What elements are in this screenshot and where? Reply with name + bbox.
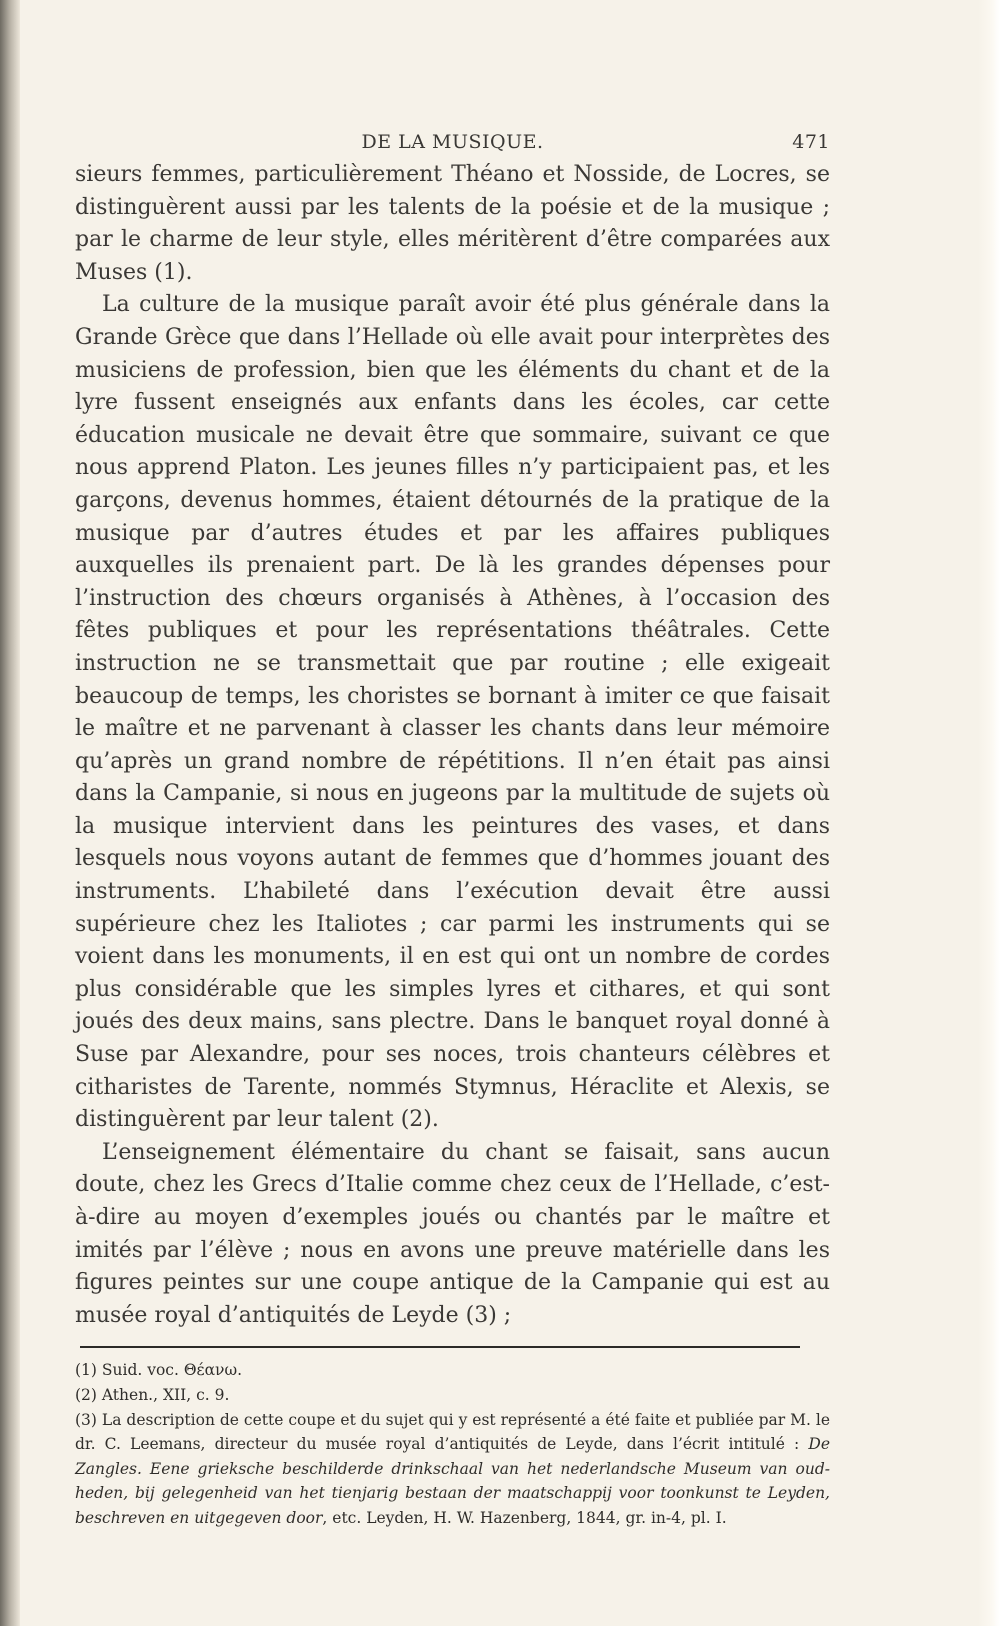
page-edge	[978, 0, 1000, 1626]
running-title: DE LA MUSIQUE.	[361, 131, 544, 153]
footnote-2: (2) Athen., XII, c. 9.	[75, 1385, 230, 1404]
binding-edge	[0, 0, 20, 1626]
footnote-3-title: De Zangles. Eene grieksche beschilderde drinkschaal van het nederlandsche Museum van oudheden, bij gelegenheid van het tienjarig bestaan der maatschappij voor toonkunst te Leyden, beschreven en uitgegeven door	[75, 1435, 830, 1527]
body-text	[75, 159, 830, 1332]
footnote-3-intro: (3) La description de cette coupe et du sujet qui y est représenté a été faite et publiée par M. le dr. C. Leemans, directeur du musée royal d’antiquités de Leyde, dans l’écrit intitulé :	[75, 1410, 830, 1454]
footnotes	[75, 1358, 830, 1530]
footnote-3-end: , etc. Leyden, H. W. Hazenberg, 1844, gr. in-4, pl. I.	[322, 1508, 727, 1527]
footnote-3	[75, 1408, 830, 1531]
footnote-divider	[80, 1346, 800, 1348]
running-head	[75, 125, 830, 159]
text-block	[75, 125, 830, 1531]
footnote-1: (1) Suid. voc. Θέανω.	[75, 1361, 243, 1380]
paragraph-2: La culture de la musique paraît avoir été plus générale dans la Grande Grèce que dans l’Hellade où elle avait pour interprètes des musiciens de profession, bien que les éléments du chant et de la lyre fussent enseignés aux enfants dans les écoles, car cette éducation musicale ne devait être que sommaire, suivant ce que nous apprend Platon. Les jeunes filles n’y participaient pas, et les garçons, devenus hommes, étaient détournés de la pratique de la musique par d’autres études et par les affaires publiques auxquelles ils prenaient part. De là les grandes dépenses pour l’instruction des chœurs organisés à Athènes, à l’occasion des fêtes publiques et pour les représentations théâtrales. Cette instruction ne se transmettait que par routine ; elle exigeait beaucoup de temps, les choristes se bornant à imiter ce que faisait le maître et ne parvenant à classer les chants dans leur mémoire qu’après un grand nombre de répétitions. Il n’en était pas ainsi dans la Campanie, si nous en jugeons par la multitude de sujets où la musique intervient dans les peintures des vases, et dans lesquels nous voyons autant de femmes que d’hommes jouant des instruments. L’habileté dans l’exécution devait être aussi supérieure chez les Italiotes ; car parmi les instruments qui se voient dans les monuments, il en est qui ont un nombre de cordes plus considérable que les simples lyres et cithares, et qui sont joués des deux mains, sans plectre. Dans le banquet royal donné à Suse par Alexandre, pour ses noces, trois chanteurs célèbres et citharistes de Tarente, nommés Stymnus, Héraclite et Alexis, se distinguèrent par leur talent (2).	[75, 292, 830, 1133]
paragraph-3: L’enseignement élémentaire du chant se faisait, sans aucun doute, chez les Grecs d’Italie comme chez ceux de l’Hellade, c’est-à-dire au moyen d’exemples joués ou chantés par le maître et imités par l’élève ; nous en avons une preuve matérielle dans les figures peintes sur une coupe antique de la Campanie qui est au musée royal d’antiquités de Leyde (3) ;	[75, 1139, 830, 1328]
page-number: 471	[792, 131, 830, 153]
paragraph-1: sieurs femmes, particulièrement Théano et Nosside, de Locres, se distinguèrent aussi par les talents de la poésie et de la musique ; par le charme de leur style, elles méritèrent d’être comparées aux Muses (1).	[75, 162, 830, 285]
